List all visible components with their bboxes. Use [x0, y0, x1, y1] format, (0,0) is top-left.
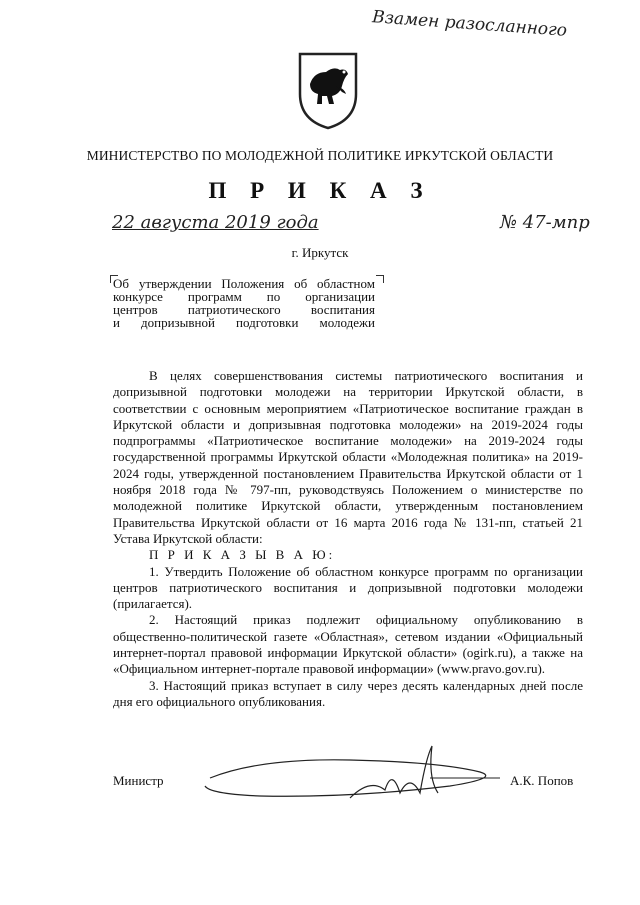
subject-line: Об утверждении Положения об областном: [113, 276, 375, 291]
subject-line: центров патриотического воспитания: [113, 302, 375, 317]
handwritten-note: Взамен разосланного: [371, 7, 568, 41]
order-body: [113, 368, 583, 710]
order-date: 22 августа 2019 года: [112, 212, 319, 233]
handwritten-signature: [200, 738, 510, 808]
document-title: П Р И К А З: [208, 178, 432, 203]
order-item-2: 2. Настоящий приказ подлежит официальному опубликованию в общественно-политической газете «Областная», сетевом издании «Официальный интернет-портал правовой информации Иркутской области» (ogirk.ru), а также на «Официальном интернет-портале правовой информации» (www.pravo.gov.ru).: [113, 612, 583, 677]
city: г. Иркутск: [291, 245, 349, 260]
order-number: № 47-мпр: [500, 212, 590, 233]
signatory-name: А.К. Попов: [510, 773, 574, 788]
ministry-name: МИНИСТЕРСТВО ПО МОЛОДЕЖНОЙ ПОЛИТИКЕ ИРКУТСКОЙ ОБЛАСТИ: [86, 148, 554, 163]
order-word: П Р И К А З Ы В А Ю:: [149, 547, 336, 563]
preamble: В целях совершенствования системы патриотического воспитания и допризывной подготовки молодежи на территории Иркутской области, в соответствии с основным мероприятием «Патриотическое воспитание граждан в Иркутской области и допризывная подготовка молодежи» на 2019-2024 годы подпрограммы «Патриотическое воспитание молодежи» на 2019-2024 годы государственной программы Иркутской области «Молодежная политика» на 2019-2024 годы, утвержденной постановлением Правительства Иркутской области от 1 ноября 2018 года № 797-пп, руководствуясь Положением о министерстве по молодежной политике Иркутской области, утвержденным постановлением Правительства Иркутской области от 16 марта 2016 года № 131-пп, статьей 21 Устава Иркутской области:: [113, 368, 583, 546]
signatory-title: Министр: [113, 773, 164, 788]
order-item-3: 3. Настоящий приказ вступает в силу через десять календарных дней после дня его официального опубликования.: [113, 677, 583, 709]
subject-line: и допризывной подготовки молодежи: [113, 315, 375, 330]
subject-bracket-right: [376, 275, 384, 283]
coat-of-arms-emblem: [296, 50, 360, 130]
subject-line: конкурсе программ по организации: [113, 289, 375, 304]
order-item-1: 1. Утвердить Положение об областном конкурсе программ по организации центров патриотического воспитания и допризывной подготовки молодежи (прилагается).: [113, 563, 583, 612]
order-subject: [113, 277, 375, 329]
